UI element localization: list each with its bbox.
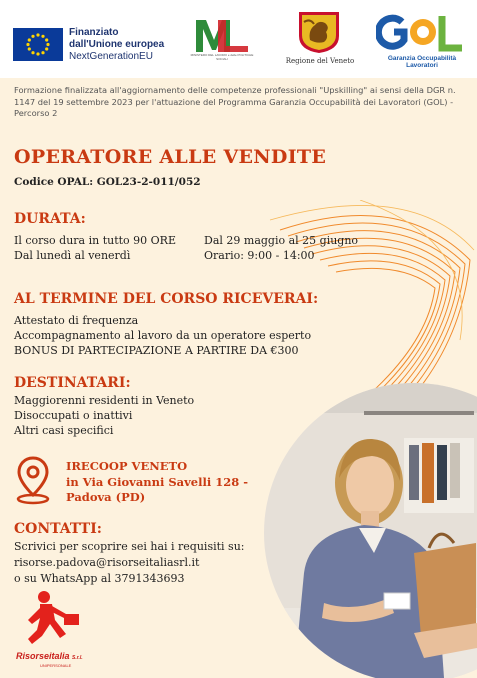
risorseitalia-brand bbox=[16, 651, 83, 661]
destinatari-item: Altri casi specifici bbox=[14, 424, 114, 437]
ministry-caption: MINISTERO DEL LAVORO e delle POLITICHE SOCIALI bbox=[190, 53, 254, 61]
running-man-logo-icon bbox=[22, 590, 82, 648]
durata-dates: Dal 29 maggio al 25 giugno bbox=[204, 234, 359, 247]
brand-suffix: S.r.l. bbox=[72, 655, 83, 661]
durata-days: Dal lunedì al venerdì bbox=[14, 249, 131, 262]
eu-line-1: Finanziato bbox=[69, 27, 119, 38]
contatti-intro: Scrivici per scoprire sei hai i requisiti su: bbox=[14, 540, 245, 553]
logo-bar bbox=[0, 0, 477, 78]
eu-funding-label bbox=[69, 27, 164, 63]
location-street: in Via Giovanni Savelli 128 - bbox=[66, 474, 249, 489]
destinatari-heading: DESTINATARI: bbox=[14, 375, 131, 391]
termine-item: Accompagnamento al lavoro da un operatore esperto bbox=[14, 329, 312, 342]
course-code: Codice OPAL: GOL23-2-011/052 bbox=[14, 176, 201, 188]
gol-logo-icon bbox=[376, 10, 468, 54]
contatti-email[interactable]: risorse.padova@risorseitaliasrl.it bbox=[14, 556, 200, 569]
location-address bbox=[66, 459, 248, 506]
region-caption: Regione del Veneto bbox=[285, 57, 355, 65]
contatti-heading: CONTATTI: bbox=[14, 521, 102, 537]
durata-hours: Il corso dura in tutto 90 ORE bbox=[14, 234, 176, 247]
saleswoman-photo bbox=[264, 383, 477, 678]
intro-paragraph: Formazione finalizzata all'aggiornamento delle competenze professionali "Upskilling" ai sensi della DGR n. 1147 del 19 settembre 2023 per l'attuazione del Programma Garanzia Occupabilità dei Lavoratori (GOL) - Percorso 2 bbox=[14, 85, 456, 118]
location-pin-icon bbox=[16, 455, 50, 505]
termine-heading: AL TERMINE DEL CORSO RICEVERAI: bbox=[14, 291, 319, 307]
durata-time: Orario: 9:00 - 14:00 bbox=[204, 249, 315, 262]
destinatari-item: Maggiorenni residenti in Veneto bbox=[14, 394, 195, 407]
location-city: Padova (PD) bbox=[66, 490, 146, 504]
termine-item: Attestato di frequenza bbox=[14, 314, 139, 327]
durata-heading: DURATA: bbox=[14, 211, 86, 227]
termine-item: BONUS DI PARTECIPAZIONE A PARTIRE DA €300 bbox=[14, 344, 299, 357]
gol-caption: Garanzia Occupabilità Lavoratori bbox=[387, 55, 457, 69]
regione-veneto-lion-icon bbox=[296, 10, 342, 54]
location-name: IRECOOP VENETO bbox=[66, 459, 188, 473]
eu-flag-icon bbox=[13, 28, 63, 61]
contatti-whatsapp[interactable]: o su WhatsApp al 3791343693 bbox=[14, 572, 185, 585]
course-title: OPERATORE ALLE VENDITE bbox=[14, 146, 327, 168]
eu-line-3: NextGenerationEU bbox=[69, 51, 153, 62]
brand-name: Risorseitalia bbox=[16, 651, 70, 661]
eu-line-2: dall'Unione europea bbox=[69, 39, 165, 50]
brand-sub: UNIPERSONALE bbox=[40, 663, 72, 668]
destinatari-item: Disoccupati o inattivi bbox=[14, 409, 133, 422]
